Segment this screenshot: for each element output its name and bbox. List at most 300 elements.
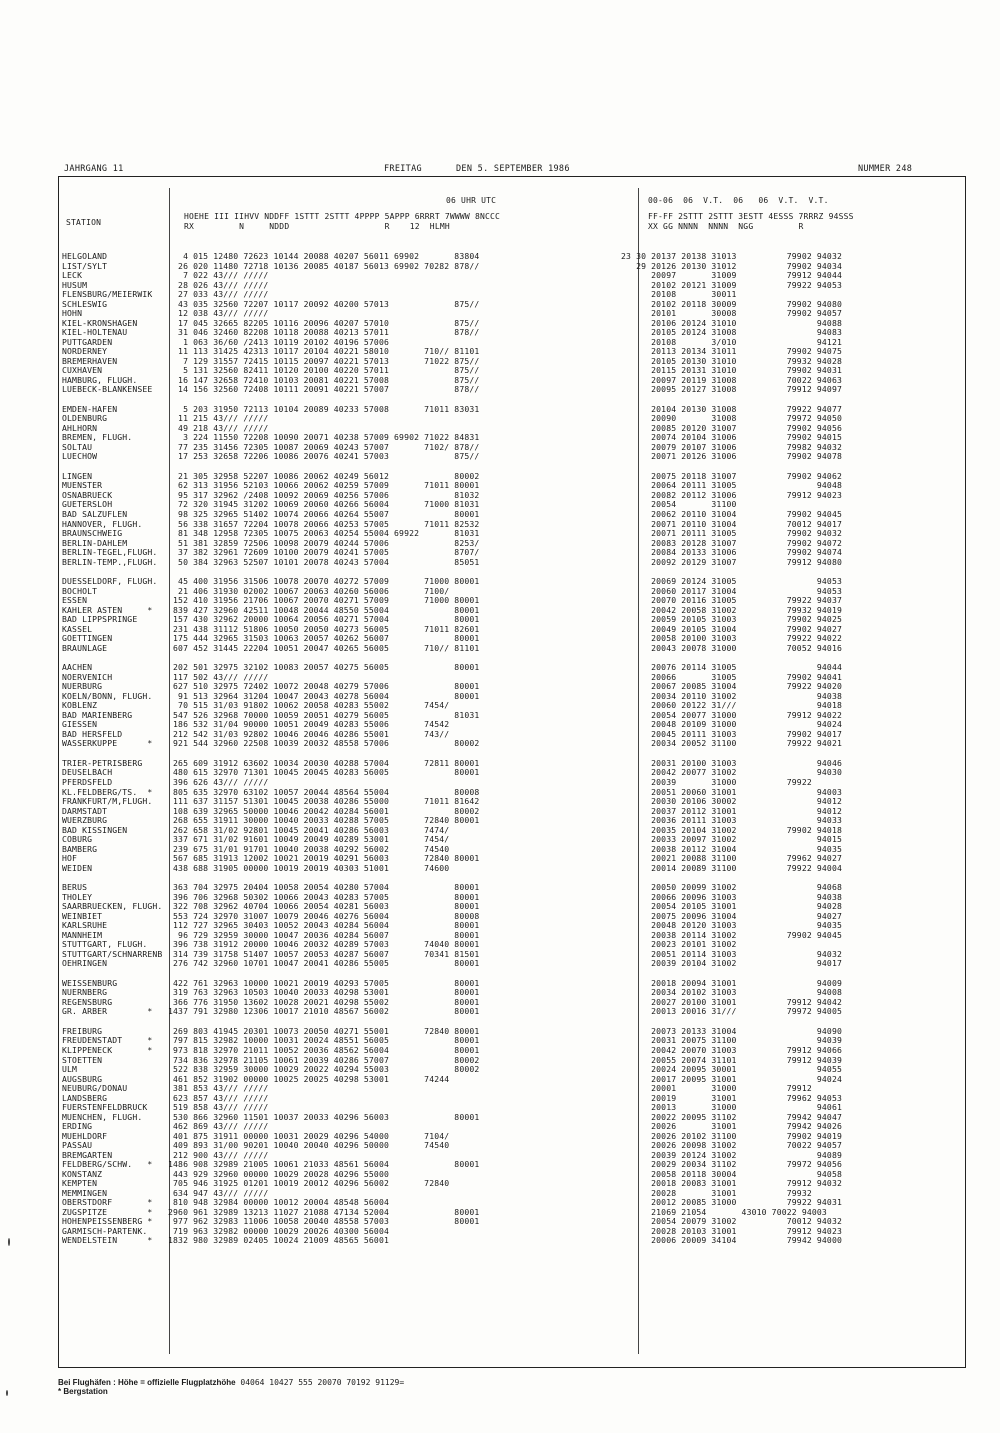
station-extremes: 20067 20085 31004 79922 94020 <box>621 681 843 692</box>
station-extremes: 20042 20058 31002 79932 94019 <box>621 604 843 615</box>
station-observation: 5 131 32560 82411 10120 20100 40220 57011 875// <box>168 365 480 376</box>
station-observation: 17 253 32658 72206 10086 20076 40241 57003 875// <box>168 451 480 462</box>
jahrgang-label: JAHRGANG 11 <box>64 164 124 174</box>
station-observation: 810 948 32984 00000 10012 20004 48548 56004 <box>168 1197 390 1208</box>
station-extremes: 20062 20110 31004 79902 94045 <box>621 509 843 519</box>
station-observation: 921 544 32960 22508 10039 20032 48558 57006 80002 <box>168 738 480 749</box>
station-extremes: 20085 20120 31007 79902 94056 <box>621 422 843 433</box>
station-extremes: 20048 20109 31000 94024 <box>621 719 843 730</box>
station-observation: 1 063 36/60 /2413 10119 20102 40196 57006 <box>168 336 390 347</box>
station-observation: 381 853 43/// ///// <box>168 1083 269 1094</box>
station-name: OLDENBURG <box>62 413 108 424</box>
station-name: ZUGSPITZE * <box>62 1206 153 1217</box>
station-observation: 152 410 31956 21706 10067 20070 40271 57009 71000 80001 <box>168 595 480 606</box>
station-name: WEINBIET <box>62 910 103 921</box>
station-observation: 157 430 32962 20000 10064 20056 40271 57004 80001 <box>168 614 480 625</box>
station-observation: 7 022 43/// ///// <box>168 270 269 281</box>
station-observation: 438 688 31905 00000 10019 20019 40303 51001 74600 <box>168 862 450 873</box>
station-observation: 212 542 31/03 92802 10046 20046 40286 55001 743// <box>168 728 450 739</box>
station-extremes: 20084 20133 31006 79902 94074 <box>621 547 843 558</box>
station-name: HANNOVER, FLUGH. <box>62 518 143 529</box>
station-extremes: 20082 20112 31006 79912 94023 <box>621 489 843 500</box>
station-name: SOLTAU <box>62 441 93 452</box>
station-observation: 212 900 43/// ///// <box>168 1149 269 1160</box>
station-name: MANNHEIM <box>62 929 103 940</box>
station-name: BAMBERG <box>62 843 98 854</box>
station-observation: 401 875 31911 00000 10031 20029 40296 54000 7104/ <box>168 1130 450 1141</box>
station-name: BOCHOLT <box>62 585 98 596</box>
station-name: SCHLESWIG <box>62 298 108 309</box>
station-name: LANDSBERG <box>62 1092 108 1103</box>
station-name: KEMPTEN <box>62 1178 98 1189</box>
station-extremes: 20043 20078 31000 70052 94016 <box>621 642 843 653</box>
station-extremes: 23 30 20137 20138 31013 79902 94032 <box>621 251 843 261</box>
station-name: COBURG <box>62 834 93 845</box>
station-name: KASSEL <box>62 623 93 634</box>
station-name: GUETERSLOH <box>62 499 113 510</box>
time-header: 06 UHR UTC <box>446 196 497 205</box>
station-observation: 262 658 31/02 92801 10045 20041 40286 56003 7474/ <box>168 824 450 835</box>
station-extremes: 20031 20100 31003 94046 <box>621 757 843 768</box>
station-extremes: 20115 20131 31010 79902 94031 <box>621 365 843 376</box>
station-name: STUTTGART, FLUGH. <box>62 939 148 950</box>
station-extremes: 20071 20126 31006 79902 94078 <box>621 451 843 462</box>
station-name: FELDBERG/SCHW. * <box>62 1159 153 1170</box>
right-header-line3: XX GG NNNN NNNN NGG R <box>648 222 804 231</box>
station-extremes: 20042 20070 31003 79912 94066 <box>621 1045 843 1055</box>
station-name: FREUDENSTADT * <box>62 1035 153 1046</box>
station-name: LUECHOW <box>62 451 98 462</box>
date-label: DEN 5. SEPTEMBER 1986 <box>456 164 570 174</box>
station-column-header: STATION <box>66 218 102 227</box>
station-name: BREMERHAVEN <box>62 355 118 366</box>
station-extremes: 20023 20101 31002 <box>621 939 737 950</box>
station-extremes: 20039 20124 31002 94089 <box>621 1149 843 1160</box>
station-extremes: 20039 20104 31002 94017 <box>621 958 843 969</box>
station-observation: 269 803 41945 20301 10073 20050 40271 55001 72840 80001 <box>168 1025 480 1036</box>
station-extremes: 20058 20118 30004 94058 <box>621 1168 843 1179</box>
station-observation: 337 671 31/02 91601 10049 20049 40289 53001 7454/ <box>168 834 450 845</box>
station-extremes: 20075 20118 31007 79902 94062 <box>621 470 843 481</box>
station-name: KARLSRUHE <box>62 920 108 931</box>
station-extremes: 20022 20095 31102 79942 94047 <box>621 1111 843 1122</box>
station-observation: 56 338 31657 72204 10078 20066 40253 57005 71011 82532 <box>168 518 480 529</box>
station-name: REGENSBURG <box>62 996 113 1007</box>
station-extremes: 20051 20114 31003 94032 <box>621 948 843 959</box>
station-observation: 1832 980 32989 02405 10024 21009 48565 56001 <box>168 1235 390 1246</box>
station-observation: 96 729 32959 30000 10047 20036 40284 56007 80001 <box>168 929 480 940</box>
station-name: KOELN/BONN, FLUGH. <box>62 690 153 701</box>
station-observation: 363 704 32975 20404 10058 20054 40280 57004 80001 <box>168 882 480 893</box>
station-extremes: 20102 20118 30009 79902 94080 <box>621 298 843 309</box>
station-observation: 462 869 43/// ///// <box>168 1121 269 1132</box>
station-name: AUGSBURG <box>62 1073 103 1084</box>
station-name: DARMSTADT <box>62 805 108 816</box>
station-extremes: 20079 20107 31006 79982 94032 <box>621 441 843 452</box>
station-name: KLIPPENECK * <box>62 1045 153 1055</box>
station-extremes: 20092 20129 31007 79912 94080 <box>621 556 843 567</box>
station-observation: 26 020 11480 72718 10136 20085 40187 56013 69902 70282 878// <box>168 260 480 271</box>
station-extremes: 20049 20105 31004 79902 94027 <box>621 623 843 634</box>
station-observation: 77 235 31456 72305 10087 20069 40243 57007 7102/ 878// <box>168 441 480 452</box>
station-extremes: 20030 20106 30002 94012 <box>621 796 843 807</box>
station-observation: 623 857 43/// ///// <box>168 1092 269 1103</box>
station-observation: 396 626 43/// ///// <box>168 777 269 787</box>
station-name: FRANKFURT/M,FLUGH. <box>62 796 153 807</box>
right-header-line1: 00-06 06 V.T. 06 06 V.T. V.T. <box>648 196 829 205</box>
station-observation: 186 532 31/04 90000 10051 20049 40283 55006 74542 <box>168 719 450 730</box>
station-name: OSNABRUECK <box>62 489 113 500</box>
station-name: BAD KISSINGEN <box>62 824 128 835</box>
station-observation: 108 639 32965 50000 10046 20042 40284 56001 80002 <box>168 805 480 816</box>
station-observation: 396 706 32968 50302 10066 20043 40283 57005 80001 <box>168 891 480 902</box>
station-observation: 4 015 12480 72623 10144 20088 40207 56011 69902 83804 <box>168 251 480 261</box>
station-observation: 17 045 32665 82205 10116 20096 40207 57010 875// <box>168 317 480 328</box>
station-extremes: 20073 20133 31004 94090 <box>621 1025 843 1036</box>
station-name: GIESSEN <box>62 719 98 730</box>
station-observation: 519 858 43/// ///// <box>168 1102 269 1113</box>
station-name: MEMMINGEN <box>62 1187 108 1198</box>
station-name: DEUSELBACH <box>62 767 113 778</box>
station-extremes: 20034 20110 31002 94038 <box>621 690 843 701</box>
station-name: NUERBURG <box>62 681 103 692</box>
station-name: GARMISCH-PARTENK. <box>62 1225 148 1236</box>
station-observation: 805 635 32970 63102 10057 20044 48564 55004 80008 <box>168 786 480 797</box>
station-name: WENDELSTEIN * <box>62 1235 153 1246</box>
station-observation: 366 776 31950 13602 10028 20021 40298 55002 80001 <box>168 996 480 1007</box>
station-observation: 28 026 43/// ///// <box>168 279 269 290</box>
station-extremes: 20095 20127 31008 79912 94097 <box>621 384 843 395</box>
station-name: HOHENPEISSENBERG * <box>62 1216 153 1227</box>
station-observation: 98 325 32965 51402 10074 20066 40264 55007 80001 <box>168 509 480 519</box>
station-extremes: 20075 20096 31004 94027 <box>621 910 843 921</box>
footer-code: 04064 10427 555 20070 70192 91129= <box>240 1378 405 1387</box>
station-extremes: 21069 21054 43010 70022 94003 <box>621 1206 827 1217</box>
station-name: WEISSENBURG <box>62 977 118 988</box>
station-name: GR. ARBER * <box>62 1006 153 1017</box>
station-observation: 322 708 32962 40704 10066 20054 40281 56003 80001 <box>168 901 480 912</box>
station-observation: 91 513 32964 31204 10047 20043 40278 56004 80001 <box>168 690 480 701</box>
station-extremes: 20024 20095 30001 94055 <box>621 1064 843 1075</box>
station-observation: 16 147 32658 72410 10103 20081 40221 57008 875// <box>168 374 480 385</box>
station-extremes: 20066 31005 79902 94041 <box>621 671 843 682</box>
station-extremes: 20021 20088 31100 79962 94027 <box>621 853 843 864</box>
station-observation: 409 893 31/00 90201 10040 20040 40296 50000 74540 <box>168 1140 450 1151</box>
station-name: MUENCHEN, FLUGH. <box>62 1111 143 1122</box>
station-extremes: 20108 3/010 94121 <box>621 336 843 347</box>
station-observation: 314 739 31758 51407 10057 20053 40287 56007 70341 81501 <box>168 948 480 959</box>
station-name: BRAUNLAGE <box>62 642 108 653</box>
station-extremes: 20064 20111 31005 94048 <box>621 480 843 491</box>
station-name: LIST/SYLT <box>62 260 108 271</box>
station-name: STUTTGART/SCHNARRENB <box>62 948 163 959</box>
station-observation: 480 615 32970 71301 10045 20045 40283 56005 80001 <box>168 767 480 778</box>
station-name: BREMGARTEN <box>62 1149 113 1160</box>
station-extremes: 20097 31009 79912 94044 <box>621 270 843 281</box>
station-extremes: 20042 20077 31002 94030 <box>621 767 843 778</box>
station-observation: 231 438 31112 51806 10050 20050 40273 56005 71011 82601 <box>168 623 480 634</box>
station-extremes: 20113 20134 31011 79902 94075 <box>621 346 843 357</box>
station-observation: 547 526 32968 70000 10059 20051 40279 56005 81031 <box>168 709 480 720</box>
station-extremes: 20060 20117 31004 94053 <box>621 585 843 596</box>
station-observation: 265 609 31912 63602 10034 20030 40288 57004 72811 80001 <box>168 757 480 768</box>
station-extremes: 20051 20060 31001 94003 <box>621 786 843 797</box>
station-name: LECK <box>62 270 83 281</box>
station-name: BAD HERSFELD <box>62 728 123 739</box>
station-name: HOHN <box>62 308 83 319</box>
station-observation: 634 947 43/// ///// <box>168 1187 269 1198</box>
station-extremes: 20026 20102 31100 79902 94019 <box>621 1130 843 1141</box>
station-name: BERLIN-TEGEL,FLUGH. <box>62 547 158 558</box>
station-extremes: 20034 20052 31100 79922 94021 <box>621 738 843 749</box>
station-extremes: 20027 20100 31001 79912 94042 <box>621 996 843 1007</box>
station-observation: 43 035 32560 72207 10117 20092 40200 57013 875// <box>168 298 480 309</box>
scan-mark <box>8 1238 10 1246</box>
station-extremes: 20058 20100 31003 79922 94022 <box>621 633 843 644</box>
station-name: PFERDSFELD <box>62 777 113 787</box>
station-extremes: 20083 20128 31007 79902 94072 <box>621 537 843 548</box>
station-name: PUTTGARDEN <box>62 336 113 347</box>
station-extremes: 20090 31008 79972 94050 <box>621 413 843 424</box>
station-extremes: 20033 20097 31002 94015 <box>621 834 843 845</box>
station-name: BAD LIPPSPRINGE <box>62 614 138 625</box>
station-extremes: 20069 20124 31005 94053 <box>621 576 843 587</box>
station-extremes: 20105 20130 31010 79932 94028 <box>621 355 843 366</box>
station-name: GOETTINGEN <box>62 633 113 644</box>
station-name: DUESSELDORF, FLUGH. <box>62 576 158 587</box>
station-name: HAMBURG, FLUGH. <box>62 374 138 385</box>
code-header-line1: HOEHE III IIHVV NDDFF 1STTT 2STTT 4PPPP 5APPP 6RRRT 7WWWW 8NCCC <box>184 212 501 221</box>
station-observation: 37 382 32961 72609 10100 20079 40241 57005 8707/ <box>168 547 480 558</box>
station-observation: 268 655 31911 30000 10040 20033 40288 57005 72840 80001 <box>168 815 480 826</box>
station-extremes: 20026 20098 31002 70022 94057 <box>621 1140 843 1151</box>
station-observation: 627 510 32975 72402 10072 20048 40279 57006 80001 <box>168 681 480 692</box>
station-name: WUERZBURG <box>62 815 108 826</box>
station-extremes: 20076 20114 31005 94044 <box>621 662 843 673</box>
station-name: KAHLER ASTEN * <box>62 604 153 615</box>
station-extremes: 20019 31001 79962 94053 <box>621 1092 843 1103</box>
station-name: NOERVENICH <box>62 671 113 682</box>
station-name: FLENSBURG/MEIERWIK <box>62 289 153 300</box>
station-name: BRAUNSCHWEIG <box>62 528 123 539</box>
station-name: BERLIN-DAHLEM <box>62 537 128 548</box>
station-name: THOLEY <box>62 891 93 902</box>
station-extremes: 20105 20124 31008 94083 <box>621 327 843 338</box>
station-observation: 7 129 31557 72415 10115 20097 40221 57013 71022 875// <box>168 355 480 366</box>
station-name: STOETTEN <box>62 1054 103 1065</box>
station-observation: 62 313 31956 52103 10066 20062 40259 57009 71011 80001 <box>168 480 480 491</box>
station-observation: 175 444 32965 31503 10063 20057 40262 56007 80001 <box>168 633 480 644</box>
station-extremes: 20036 20111 31003 94033 <box>621 815 843 826</box>
station-observation: 530 866 32960 11501 10037 20033 40296 56003 80001 <box>168 1111 480 1122</box>
station-observation: 14 156 32560 72408 10111 20091 40221 57007 878// <box>168 384 480 395</box>
station-observation: 95 317 32962 /2408 10092 20069 40256 57006 81032 <box>168 489 480 500</box>
station-observation: 705 946 31925 01201 10019 20012 40296 56002 72840 <box>168 1178 450 1189</box>
station-observation: 396 738 31912 20000 10046 20032 40289 57003 74040 80001 <box>168 939 480 950</box>
station-extremes: 20050 20099 31002 94068 <box>621 882 843 893</box>
station-name: OBERSTDORF * <box>62 1197 153 1208</box>
station-extremes: 20048 20120 31003 94035 <box>621 920 843 931</box>
station-name: MUENSTER <box>62 480 103 491</box>
station-observation: 1437 791 32980 12306 10017 21010 48567 56002 80001 <box>168 1006 480 1017</box>
station-extremes: 29 20126 20130 31012 79902 94034 <box>621 260 843 271</box>
issue-number: NUMMER 248 <box>858 164 913 174</box>
station-extremes: 20108 30011 <box>621 289 737 300</box>
station-extremes: 20059 20105 31003 79902 94025 <box>621 614 843 625</box>
station-observation: 202 501 32975 32102 10083 20057 40275 56005 80001 <box>168 662 480 673</box>
station-name: MUEHLDORF <box>62 1130 108 1141</box>
station-name: LUEBECK-BLANKENSEE <box>62 384 153 395</box>
weather-bulletin-page <box>58 158 966 1396</box>
station-observation: 567 685 31913 12002 10021 20019 40291 56003 72840 80001 <box>168 853 480 864</box>
station-name: OEHRINGEN <box>62 958 108 969</box>
station-extremes: 20054 20077 31000 79912 94022 <box>621 709 843 720</box>
station-extremes: 20037 20112 31001 94012 <box>621 805 843 816</box>
station-extremes: 20071 20110 31004 70012 94017 <box>621 518 843 529</box>
station-name: AHLHORN <box>62 422 98 433</box>
footer-notes <box>58 1378 404 1396</box>
weekday-label: FREITAG <box>384 164 422 174</box>
station-observation: 12 038 43/// ///// <box>168 308 269 319</box>
station-name: TRIER-PETRISBERG <box>62 757 143 768</box>
station-observation: 276 742 32960 10701 10047 20041 40286 55005 80001 <box>168 958 480 969</box>
station-observation: 239 675 31/01 91701 10040 20038 40292 56002 74540 <box>168 843 450 854</box>
station-observation: 72 320 31945 31202 10069 20060 40266 56004 71000 81031 <box>168 499 480 510</box>
station-name: NEUBURG/DONAU <box>62 1083 128 1094</box>
station-observation: 973 818 32970 21011 10052 20036 48562 56004 80001 <box>168 1045 480 1055</box>
station-extremes: 20060 20122 31/// 94018 <box>621 700 843 711</box>
mountain-station-note: * Bergstation <box>58 1387 108 1396</box>
station-name: ESSEN <box>62 595 88 606</box>
station-observation: 5 203 31950 72113 10104 20089 40233 57008 71011 83031 <box>168 403 480 414</box>
station-observation: 522 838 32959 30000 10029 20022 40294 55003 80002 <box>168 1064 480 1075</box>
code-header-line2: RX N NDDD R 12 HLMH <box>184 222 450 231</box>
airport-note <box>58 1378 404 1387</box>
station-extremes: 20038 20112 31004 94035 <box>621 843 843 854</box>
station-observation: 51 381 32859 72506 10098 20079 40244 57006 8253/ <box>168 537 480 548</box>
station-observation: 11 215 43/// ///// <box>168 413 269 424</box>
station-observation: 319 763 32963 10503 10040 20033 40298 53001 80001 <box>168 987 480 998</box>
station-extremes: 20074 20104 31006 79902 94015 <box>621 432 843 443</box>
scan-mark <box>6 1390 8 1396</box>
station-name: WEIDEN <box>62 862 93 873</box>
station-observation: 734 836 32978 21105 10061 20039 40286 57007 80002 <box>168 1054 480 1065</box>
station-name: AACHEN <box>62 662 93 673</box>
station-observation: 3 224 11550 72208 10090 20071 40238 57009 69902 71022 84831 <box>168 432 480 443</box>
station-extremes: 20045 20111 31003 79902 94017 <box>621 728 843 739</box>
station-extremes: 20014 20089 31100 79922 94004 <box>621 862 843 873</box>
station-observation: 111 637 31157 51301 10045 20038 40286 55000 71011 81642 <box>168 796 480 807</box>
station-observation: 461 852 31902 00000 10025 20025 40298 53001 74244 <box>168 1073 450 1084</box>
station-extremes: 20054 20105 31001 94028 <box>621 901 843 912</box>
station-observation: 45 400 31956 31506 10078 20070 40272 57009 71000 80001 <box>168 576 480 587</box>
station-name: NORDERNEY <box>62 346 108 357</box>
station-extremes: 20054 31100 <box>621 499 737 510</box>
station-observation: 81 348 12958 72305 10075 20063 40254 55004 69922 81031 <box>168 528 480 539</box>
station-observation: 117 502 43/// ///// <box>168 671 269 682</box>
station-observation: 797 815 32982 10000 10031 20024 48551 56005 80001 <box>168 1035 480 1046</box>
station-observation: 2960 961 32989 13213 11027 21088 47134 52004 80001 <box>168 1206 480 1217</box>
station-extremes: 20104 20130 31008 79922 94077 <box>621 403 843 414</box>
station-observation: 719 963 32982 00000 10029 20026 40300 56004 <box>168 1225 390 1236</box>
station-name: FREIBURG <box>62 1025 103 1036</box>
station-extremes: 20039 31000 79922 <box>621 777 812 787</box>
station-observation: 553 724 32970 31007 10079 20046 40276 56004 80008 <box>168 910 480 921</box>
station-extremes: 20055 20074 31101 79912 94039 <box>621 1054 843 1065</box>
station-name: BERLIN-TEMP.,FLUGH. <box>62 556 158 567</box>
station-observation: 422 761 32963 10000 10021 20019 40293 57005 80001 <box>168 977 480 988</box>
station-extremes: 20054 20079 31002 70012 94032 <box>621 1216 843 1227</box>
station-extremes: 20034 20102 31003 94008 <box>621 987 843 998</box>
station-extremes: 20018 20083 31001 79912 94032 <box>621 1178 843 1189</box>
station-name: HOF <box>62 853 78 864</box>
station-extremes: 20029 20034 31102 79972 94056 <box>621 1159 843 1170</box>
station-name: HELGOLAND <box>62 251 108 261</box>
station-name: KL.FELDBERG/TS. * <box>62 786 153 797</box>
station-observation: 27 033 43/// ///// <box>168 289 269 300</box>
station-name: HUSUM <box>62 279 88 290</box>
station-observation: 49 218 43/// ///// <box>168 422 269 433</box>
station-extremes: 20071 20111 31005 79902 94032 <box>621 528 843 539</box>
station-observation: 977 962 32983 11006 10058 20040 48558 57003 80001 <box>168 1216 480 1227</box>
station-observation: 443 929 32960 00000 10029 20028 40296 55000 <box>168 1168 390 1179</box>
station-extremes: 20028 31001 79932 <box>621 1187 812 1198</box>
station-name: KONSTANZ <box>62 1168 103 1179</box>
station-extremes: 20017 20095 31001 94024 <box>621 1073 843 1084</box>
right-header-line2: FF-FF 2STTT 2STTT 3ESTT 4ESSS 7RRRZ 94SSS <box>648 212 854 221</box>
station-name: CUXHAVEN <box>62 365 103 376</box>
station-name: LINGEN <box>62 470 93 481</box>
station-observation: 21 305 32958 52207 10086 20062 40249 56012 80002 <box>168 470 480 481</box>
station-name: EMDEN-HAFEN <box>62 403 118 414</box>
station-extremes: 20028 20103 31001 79912 94023 <box>621 1225 843 1236</box>
station-name: KIEL-KRONSHAGEN <box>62 317 138 328</box>
station-observation: 607 452 31445 22204 10051 20047 40265 56005 710// 81101 <box>168 642 480 653</box>
station-name: BAD SALZUFLEN <box>62 509 128 519</box>
station-observation: 21 406 31930 02002 10067 20063 40260 56006 7100/ <box>168 585 450 596</box>
station-observation: 70 515 31/03 91802 10062 20058 40283 55002 7454/ <box>168 700 450 711</box>
station-name: FUERSTENFELDBRUCK <box>62 1102 148 1113</box>
station-observation: 11 113 31425 42313 10117 20104 40221 58010 710// 81101 <box>168 346 480 357</box>
station-name: ULM <box>62 1064 78 1075</box>
station-extremes: 20031 20075 31100 94039 <box>621 1035 843 1046</box>
station-extremes: 20013 31000 94061 <box>621 1102 843 1113</box>
station-extremes: 20102 20121 31009 79922 94053 <box>621 279 843 290</box>
station-extremes: 20006 20009 34104 79942 94000 <box>621 1235 843 1246</box>
station-extremes: 20101 30008 79902 94057 <box>621 308 843 319</box>
station-extremes: 20012 20085 31000 79922 94031 <box>621 1197 843 1208</box>
station-extremes: 20097 20119 31008 70022 94063 <box>621 374 843 385</box>
station-name: WASSERKUPPE * <box>62 738 153 749</box>
station-extremes: 20018 20094 31001 94009 <box>621 977 843 988</box>
station-name: NUERNBERG <box>62 987 108 998</box>
station-observation: 31 046 32460 82208 10118 20088 40213 57011 878// <box>168 327 480 338</box>
station-extremes: 20106 20124 31010 94088 <box>621 317 843 328</box>
station-observation: 1486 908 32989 21005 10061 21033 48561 56004 80001 <box>168 1159 480 1170</box>
station-name: SAARBRUECKEN, FLUGH. <box>62 901 163 912</box>
station-observation: 839 427 32960 42511 10048 20044 48550 55004 80001 <box>168 604 480 615</box>
station-name: BAD MARIENBERG <box>62 709 133 720</box>
station-observation: 112 727 32965 30403 10052 20043 40284 56004 80001 <box>168 920 480 931</box>
station-observation: 50 384 32963 52507 10101 20078 40243 57004 85051 <box>168 556 480 567</box>
station-name: ERDING <box>62 1121 93 1132</box>
station-extremes: 20066 20096 31003 94038 <box>621 891 843 902</box>
station-extremes: 20013 20016 31/// 79972 94005 <box>621 1006 843 1017</box>
station-extremes: 20026 31001 79942 94026 <box>621 1121 843 1132</box>
station-name: BERUS <box>62 882 88 893</box>
station-extremes: 20038 20114 31002 79902 94045 <box>621 929 843 940</box>
station-name: KOBLENZ <box>62 700 98 711</box>
